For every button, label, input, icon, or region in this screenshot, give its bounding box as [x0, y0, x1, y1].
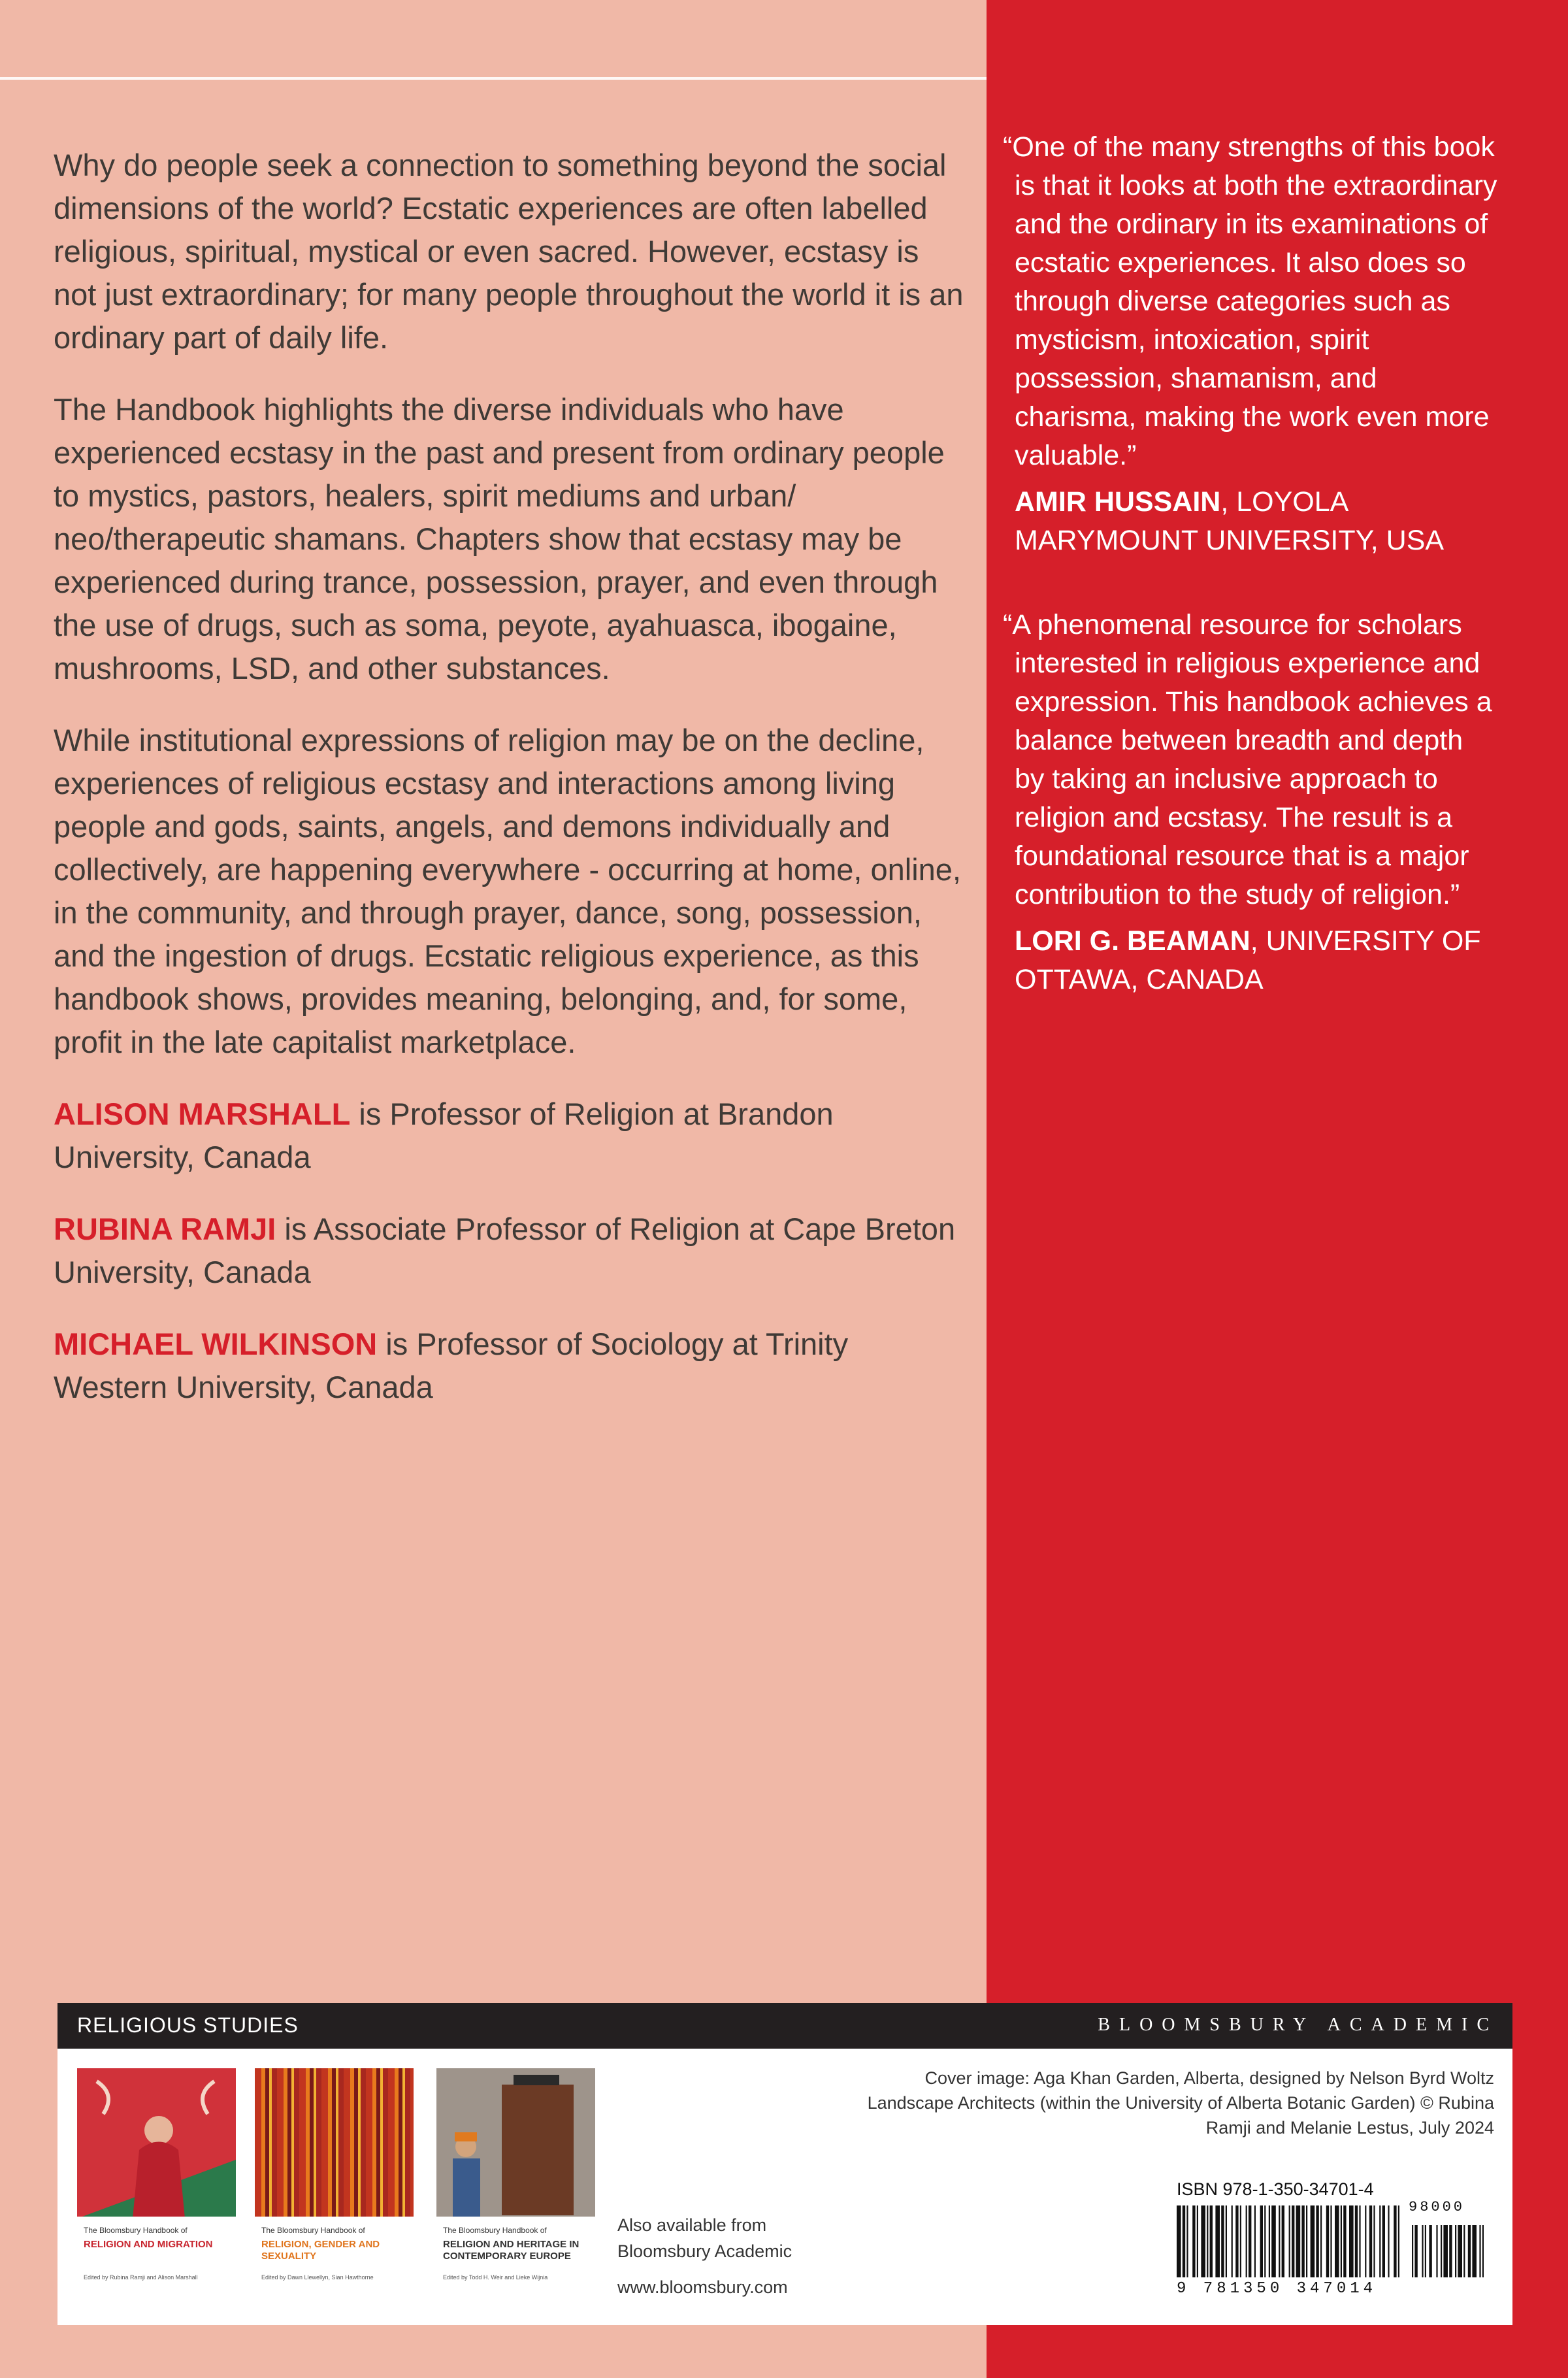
editor-description: is Professor of Sociology at Trinity Western University, Canada — [54, 1327, 849, 1404]
book-series: The Bloomsbury Handbook of — [443, 2226, 547, 2235]
editor-description: is Professor of Religion at Brandon University, Canada — [54, 1097, 834, 1174]
endorsements — [1003, 128, 1499, 1045]
barcode — [1177, 2205, 1484, 2277]
editor-description: is Associate Professor of Religion at Cape Breton University, Canada — [54, 1212, 956, 1289]
endorsement-text: “A phenomenal resource for scholars interested in religious experience and expression. This handbook achieves a balance between breadth and depth by taking an inclusive approach to religion and ecstasy. The result is a foundational resource that is a major contribution to the study of religion.” — [1003, 609, 1492, 910]
subject-category: RELIGIOUS STUDIES — [77, 2013, 299, 2037]
endorsement-text: “One of the many strengths of this book is that it looks at both the extraordinary and the ordinary in its examinations of ecstatic experiences. It also does so through diverse categories such as mysticism, intoxication, spirit possession, shamanism, and charisma, making the work even more valuable.” — [1003, 131, 1497, 471]
editor-name: MICHAEL WILKINSON — [54, 1327, 378, 1361]
blurb — [54, 144, 968, 1438]
book-editors: Edited by Rubina Ramji and Alison Marshall — [84, 2274, 198, 2281]
editor-name: ALISON MARSHALL — [54, 1097, 351, 1131]
book-editors: Edited by Dawn Llewellyn, Sian Hawthorne — [261, 2274, 374, 2281]
blurb-paragraph-2: The Handbook highlights the diverse individuals who have experienced ecstasy in the past and present from ordinary people to mystics, pastors, healers, spirit mediums and urban/ neo/therapeutic shamans. Chapters show that ecstasy may be experienced during trance, possession, prayer, and even through the use of drugs, such as soma, peyote, ayahuasca, ibogaine, mushrooms, LSD, and other substances. — [54, 392, 945, 685]
editor-bio — [54, 1323, 968, 1409]
footer-panel — [57, 2003, 1512, 2325]
endorser-affiliation: , LOYOLA MARYMOUNT UNIVERSITY, USA — [1015, 486, 1445, 556]
endorsement-attribution — [1003, 483, 1499, 560]
editor-bio — [54, 1208, 968, 1294]
book-title: RELIGION, GENDER AND SEXUALITY — [261, 2239, 380, 2262]
price-code: 98000 — [1409, 2199, 1465, 2215]
also-available-line: Bloomsbury Academic — [617, 2241, 792, 2261]
barcode-number: 9 781350 347014 — [1177, 2280, 1377, 2298]
related-book-cover — [77, 2068, 236, 2294]
editor-bio — [54, 1093, 968, 1179]
blurb-paragraph-3: While institutional expressions of religion may be on the decline, experiences of religious ecstasy and interactions among living people and gods, saints, angels, and demons individually and collectively, are happening everywhere - occurring at home, online, in the community, and through prayer, dance, song, possession, and the ingestion of drugs. Ecstatic religious experience, as this handbook shows, provides meaning, belonging, and, for some, profit in the late capitalist marketplace. — [54, 723, 961, 1059]
cover-label — [77, 2217, 236, 2294]
cover-image-credit: Cover image: Aga Khan Garden, Alberta, designed by Nelson Byrd Woltz Landscape Architects (within the University of Alberta Botanic Garden) © Rubina Ramji and Melanie Lestus, July 2024 — [867, 2068, 1494, 2138]
endorser-name: AMIR HUSSAIN — [1015, 486, 1221, 518]
endorser-affiliation: , UNIVERSITY OF OTTAWA, CANADA — [1015, 925, 1481, 995]
endorser-name: LORI G. BEAMAN — [1015, 925, 1250, 957]
also-available — [617, 2212, 792, 2264]
publisher-logo: BLOOMSBURY ACADEMIC — [1098, 2015, 1498, 2035]
book-editors: Edited by Todd H. Weir and Lieke Wijnia — [443, 2274, 548, 2281]
endorsement — [1003, 606, 1499, 999]
publisher-website[interactable]: www.bloomsbury.com — [617, 2277, 788, 2297]
related-book-cover — [255, 2068, 414, 2294]
category-bar — [57, 2003, 1512, 2049]
book-series: The Bloomsbury Handbook of — [84, 2226, 188, 2235]
book-title: RELIGION AND MIGRATION — [84, 2239, 213, 2250]
book-title: RELIGION AND HERITAGE IN CONTEMPORARY EUROPE — [443, 2239, 580, 2262]
endorsement-attribution — [1003, 922, 1499, 999]
blurb-paragraph-1: Why do people seek a connection to something beyond the social dimensions of the world? Ecstatic experiences are often labelled religious, spiritual, mystical or even sacred. However, ecstasy is not just extraordinary; for many people throughout the world it is an ordinary part of daily life. — [54, 148, 964, 355]
book-series: The Bloomsbury Handbook of — [261, 2226, 365, 2235]
cover-label — [436, 2217, 595, 2294]
isbn: ISBN 978-1-350-34701-4 — [1177, 2179, 1374, 2199]
cover-illustration — [77, 2068, 236, 2219]
endorsement — [1003, 128, 1499, 560]
top-divider — [0, 77, 987, 80]
editor-name: RUBINA RAMJI — [54, 1212, 276, 1246]
related-book-cover — [436, 2068, 595, 2294]
cover-illustration — [436, 2068, 595, 2219]
also-available-line: Also available from — [617, 2215, 767, 2235]
cover-label — [255, 2217, 414, 2294]
